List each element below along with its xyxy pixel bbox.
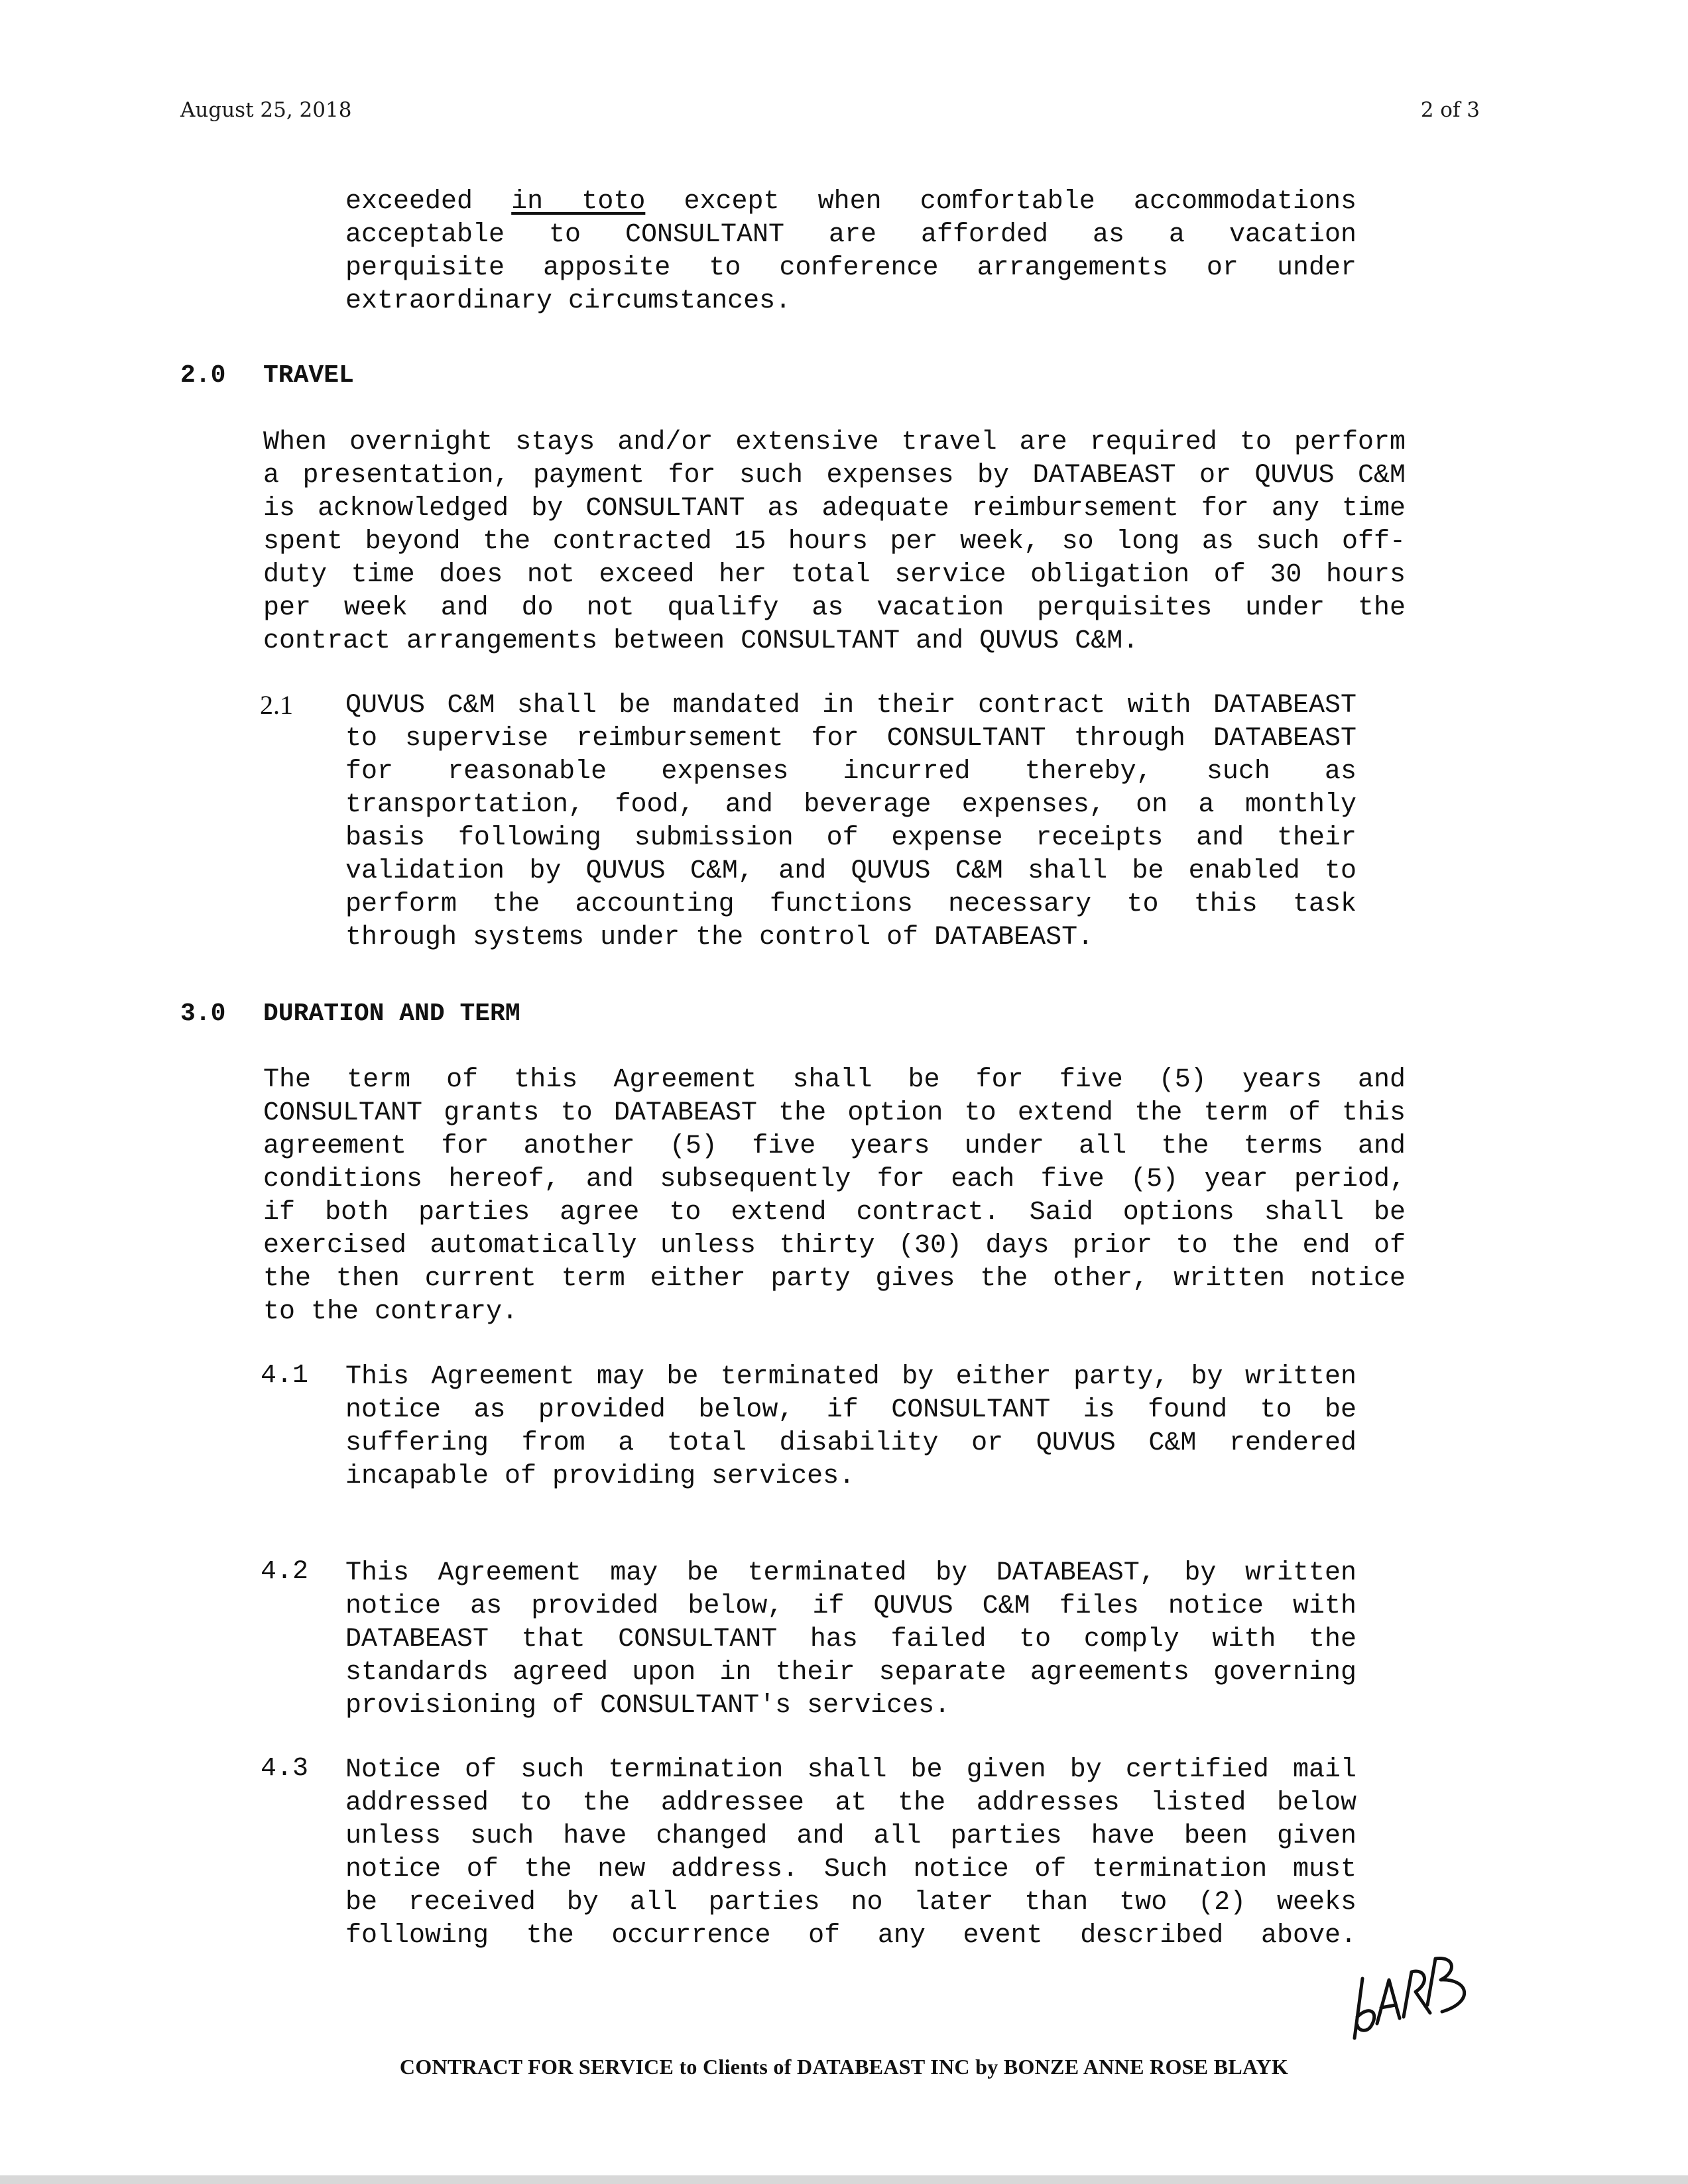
paragraph-line: to supervise reimbursement for CONSULTANT through DATABEAST	[345, 724, 1356, 754]
paragraph-line: per week and do not qualify as vacation perquisites under the	[263, 593, 1406, 623]
page-number: 2 of 3	[1420, 98, 1480, 122]
in-toto-underlined: in toto	[511, 187, 646, 217]
paragraph-line: notice of the new address. Such notice of termination must	[345, 1855, 1356, 1884]
paragraph-line: duty time does not exceed her total service obligation of 30 hours	[263, 560, 1406, 590]
paragraph-line: Notice of such termination shall be given by certified mail	[345, 1755, 1356, 1785]
paragraph-line: to the contrary.	[263, 1297, 518, 1327]
paragraph-line: following the occurrence of any event described above.	[345, 1921, 1356, 1951]
paragraph-line: basis following submission of expense receipts and their	[345, 823, 1356, 853]
section-number: 3.0	[180, 1000, 226, 1028]
paragraph-line: agreement for another (5) five years under all the terms and	[263, 1131, 1406, 1161]
section-title: TRAVEL	[263, 361, 354, 390]
subsection-2-1-paragraph	[345, 689, 1356, 954]
paragraph-line: DATABEAST that CONSULTANT has failed to comply with the	[345, 1625, 1356, 1654]
paragraph-line: notice as provided below, if CONSULTANT is found to be	[345, 1395, 1356, 1425]
header-date: August 25, 2018	[180, 98, 352, 122]
paragraph-line: the then current term either party gives the other, written notice	[263, 1264, 1406, 1294]
subsection-number: 2.1	[260, 690, 293, 720]
paragraph-line: be received by all parties no later than two (2) weeks	[345, 1888, 1356, 1918]
subsection-4-2-paragraph	[345, 1557, 1356, 1723]
carryover-line: extraordinary circumstances.	[345, 286, 792, 316]
paragraph-line: spent beyond the contracted 15 hours per week, so long as such off-	[263, 527, 1406, 557]
paragraph-line: CONSULTANT grants to DATABEAST the option to extend the term of this	[263, 1098, 1406, 1128]
subsection-4-1-paragraph	[345, 1361, 1356, 1493]
handwritten-initials	[1343, 1939, 1482, 2045]
paragraph-line: a presentation, payment for such expenses by DATABEAST or QUVUS C&M	[263, 461, 1406, 490]
paragraph-line: through systems under the control of DATABEAST.	[345, 923, 1094, 952]
paragraph-line: transportation, food, and beverage expenses, on a monthly	[345, 790, 1356, 820]
paragraph-line: contract arrangements between CONSULTANT and QUVUS C&M.	[263, 626, 1139, 656]
paragraph-line: incapable of providing services.	[345, 1462, 855, 1491]
paragraph-line: for reasonable expenses incurred thereby, such as	[345, 757, 1356, 787]
paragraph-line: perform the accounting functions necessary to this task	[345, 890, 1356, 919]
paragraph-line: addressed to the addressee at the addresses listed below	[345, 1788, 1356, 1818]
section-2-paragraph	[263, 426, 1406, 658]
paragraph-line: When overnight stays and/or extensive travel are required to perform	[263, 428, 1406, 457]
carryover-line-1: exceeded in toto except when comfortable accommodations	[345, 187, 1356, 217]
carryover-line: perquisite apposite to conference arrangements or under	[345, 253, 1356, 283]
subsection-number: 4.1	[261, 1361, 309, 1391]
paragraph-line: is acknowledged by CONSULTANT as adequate reimbursement for any time	[263, 494, 1406, 524]
subsection-4-3-paragraph	[345, 1754, 1356, 1953]
paragraph-line: conditions hereof, and subsequently for each five (5) year period,	[263, 1165, 1406, 1194]
section-title: DURATION AND TERM	[263, 1000, 520, 1028]
paragraph-line: unless such have changed and all parties have been given	[345, 1821, 1356, 1851]
paragraph-line: if both parties agree to extend contract. Said options shall be	[263, 1198, 1406, 1228]
paragraph-line: The term of this Agreement shall be for five (5) years and	[263, 1065, 1406, 1095]
paragraph-line: notice as provided below, if QUVUS C&M files notice with	[345, 1591, 1356, 1621]
section-3-paragraph	[263, 1064, 1406, 1329]
scan-bottom-edge	[0, 2175, 1688, 2184]
paragraph-line: This Agreement may be terminated by DATABEAST, by written	[345, 1558, 1356, 1588]
paragraph-line: suffering from a total disability or QUVUS C&M rendered	[345, 1428, 1356, 1458]
section-number: 2.0	[180, 361, 226, 390]
paragraph-line: This Agreement may be terminated by either party, by written	[345, 1362, 1356, 1392]
carryover-paragraph	[345, 186, 1356, 318]
paragraph-line: validation by QUVUS C&M, and QUVUS C&M shall be enabled to	[345, 856, 1356, 886]
document-footer: CONTRACT FOR SERVICE to Clients of DATABEAST INC by BONZE ANNE ROSE BLAYK	[399, 2055, 1289, 2079]
carryover-line: acceptable to CONSULTANT are afforded as a vacation	[345, 220, 1356, 250]
paragraph-line: standards agreed upon in their separate agreements governing	[345, 1658, 1356, 1688]
subsection-number: 4.3	[261, 1754, 309, 1784]
paragraph-line: QUVUS C&M shall be mandated in their contract with DATABEAST	[345, 691, 1356, 720]
paragraph-line: exercised automatically unless thirty (30) days prior to the end of	[263, 1231, 1406, 1261]
paragraph-line: provisioning of CONSULTANT's services.	[345, 1691, 951, 1721]
subsection-number: 4.2	[261, 1557, 309, 1587]
